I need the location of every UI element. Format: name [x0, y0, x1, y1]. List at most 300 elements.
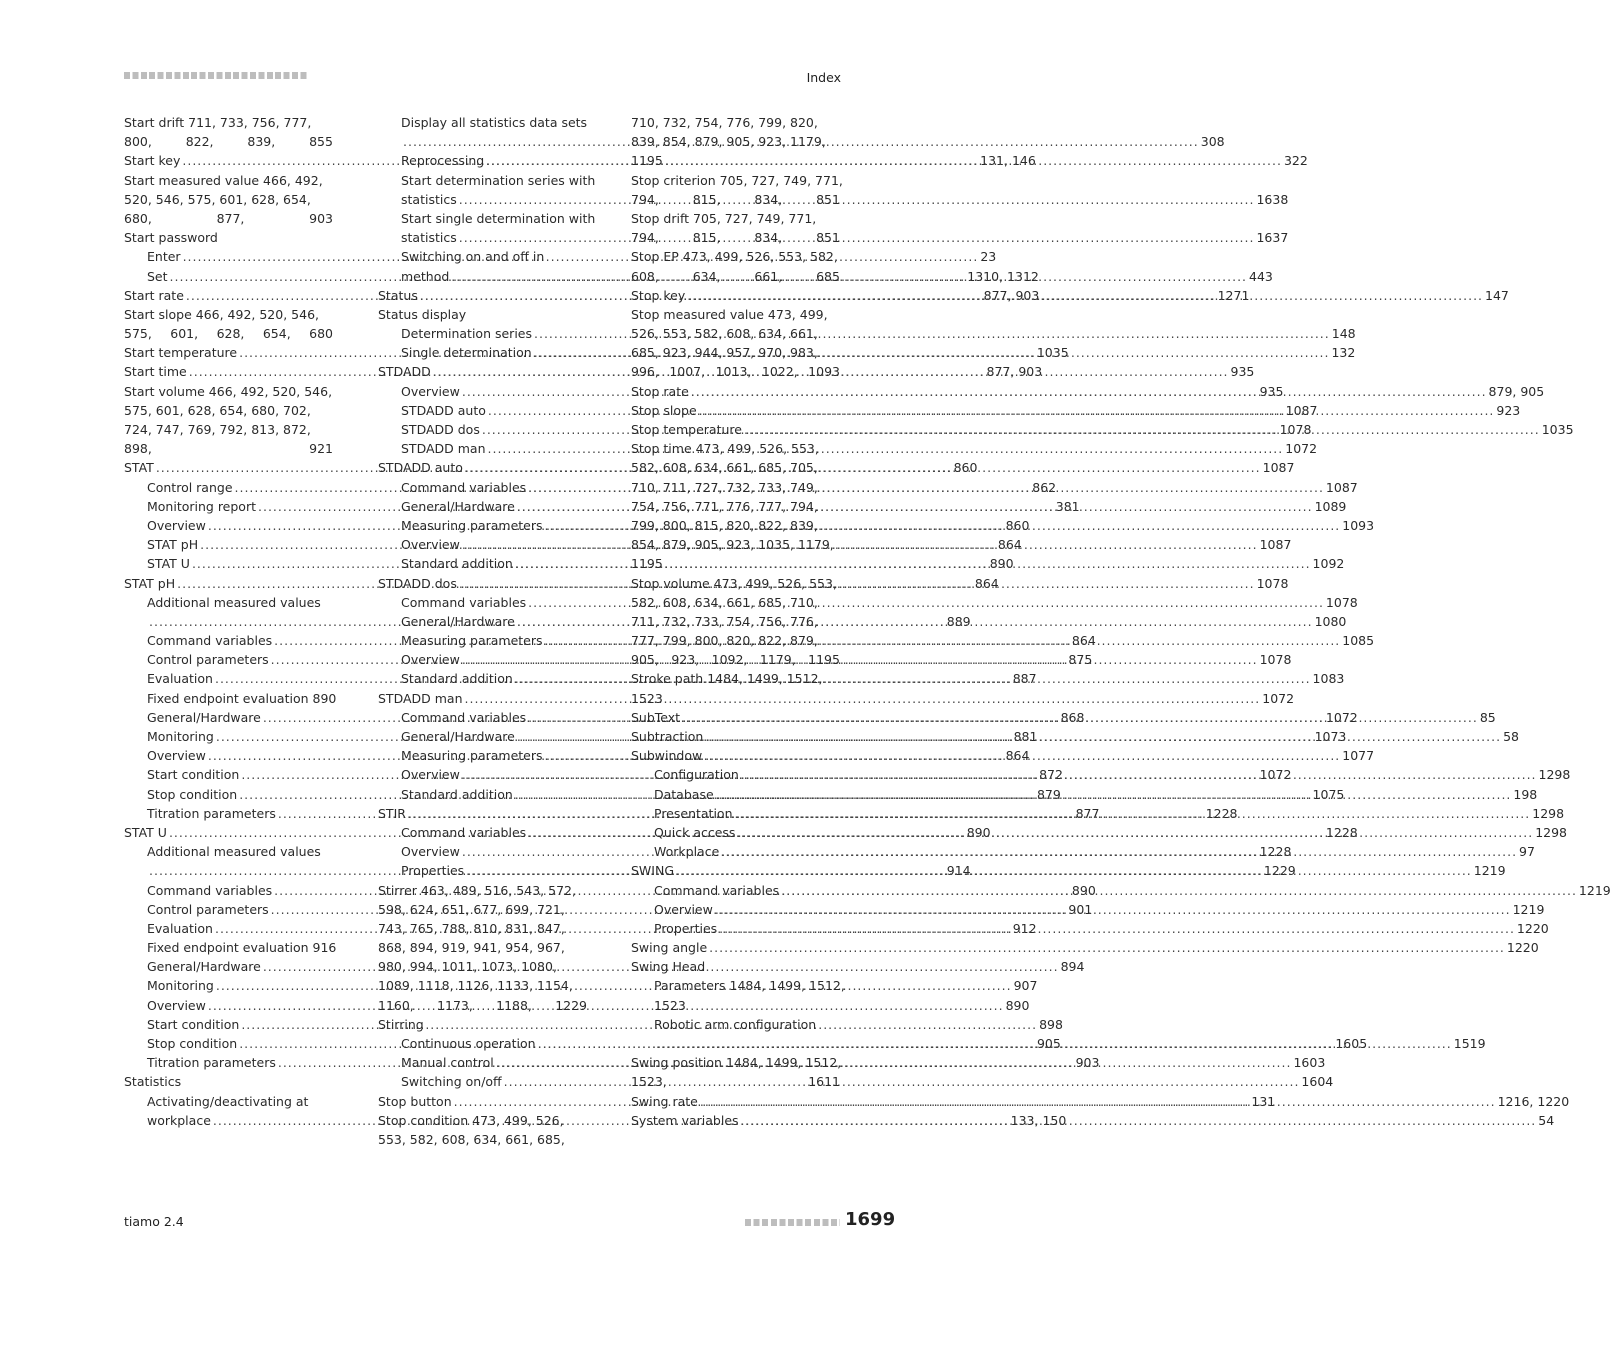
index-entry: Stop volume 473, 499, 526, 553,: [631, 575, 837, 591]
dot-leader: [459, 228, 1255, 247]
index-term: Command variables: [401, 824, 527, 840]
index-term: Command variables: [401, 594, 527, 610]
index-page-ref: 890: [1005, 997, 1030, 1013]
dot-leader: [486, 151, 1282, 170]
index-page-ref: 894: [1060, 959, 1085, 975]
index-term: Properties: [401, 863, 465, 879]
index-term: Configuration: [654, 767, 739, 783]
dot-leader: [691, 382, 1487, 401]
index-entry: Additional measured values: [147, 844, 321, 860]
index-entry: Stop criterion 705, 727, 749, 771,: [631, 172, 843, 188]
index-page-ref: 794,: [631, 230, 659, 246]
index-term: Overview: [401, 652, 460, 668]
index-page-ref: 1087: [1325, 479, 1358, 495]
index-term: Command variables: [147, 882, 273, 898]
index-term: Stop temperature: [631, 422, 742, 437]
index-term: Overview: [401, 537, 460, 553]
index-term: Reprocessing: [401, 153, 485, 169]
index-page-ref: 877, 903: [986, 364, 1043, 380]
index-page-ref: 133, 150: [1010, 1112, 1067, 1128]
index-entry: 743, 765, 788, 810, 831, 847,: [378, 920, 565, 936]
index-page-ref: 914: [946, 863, 971, 879]
index-term: Stop key: [631, 287, 686, 303]
index-term: Overview: [147, 748, 206, 764]
index-page-ref: 890: [966, 824, 991, 840]
dot-leader: [699, 401, 1495, 420]
index-page-ref: 887: [1012, 671, 1037, 687]
index-term: Measuring parameters: [401, 748, 543, 764]
index-term: Evaluation: [147, 671, 213, 687]
index-term: STAT U: [147, 556, 190, 572]
index-page-ref: 1089: [1314, 498, 1347, 514]
index-page-ref: 1092: [1312, 556, 1345, 572]
index-page-ref: 654,: [262, 326, 291, 342]
index-term: Monitoring: [147, 729, 214, 744]
index-term: statistics: [401, 230, 457, 246]
index-term: Stop rate: [631, 383, 689, 399]
index-page-ref: 1219: [1578, 882, 1611, 898]
index-term: STDADD dos: [378, 575, 457, 591]
index-page-ref: 898,: [124, 441, 152, 457]
index-page-ref: 132: [1331, 345, 1356, 361]
index-page-ref: 1195: [808, 652, 840, 668]
index-page-ref: 1298: [1538, 767, 1571, 783]
index-term: Titration parameters: [147, 805, 276, 821]
index-page-ref: 1604: [1301, 1074, 1334, 1090]
dot-leader: [496, 1053, 1292, 1072]
index-page-ref: 1220: [1506, 940, 1539, 956]
index-term: Subtraction: [631, 729, 704, 744]
index-term: Start temperature: [124, 345, 238, 361]
index-term: Standard addition: [401, 786, 513, 802]
index-term: Stop button: [378, 1093, 452, 1109]
index-entry: 1089, 1118, 1126, 1133, 1154,: [378, 978, 573, 994]
index-entry: Switching on and off in: [401, 249, 545, 265]
index-entry: 526, 553, 582, 608, 634, 661,: [631, 326, 818, 342]
index-page-ref: 628,: [216, 326, 245, 342]
index-page-ref: 1179,: [759, 652, 796, 668]
index-term: Command variables: [654, 882, 780, 898]
index-page-ref: 148: [1331, 326, 1356, 342]
index-entry: 868, 894, 919, 941, 954, 967,: [378, 940, 565, 956]
dot-leader: [462, 535, 1258, 554]
index-page-ref: 1092,: [711, 652, 748, 668]
index-entry: 839, 854, 879, 905, 923, 1179,: [631, 134, 826, 150]
index-term: STDADD man: [378, 690, 463, 706]
index-page-ref: 1523,: [631, 1074, 667, 1090]
index-entry: Status display: [378, 306, 467, 322]
index-term: General/Hardware: [147, 959, 261, 975]
index-term: Measuring parameters: [401, 517, 543, 533]
index-term: Start condition: [147, 767, 240, 783]
index-entry: Start volume 466, 492, 520, 546,: [124, 383, 333, 399]
index-page-ref: 1087: [1285, 402, 1318, 418]
index-page-ref: 685: [816, 268, 840, 284]
index-term: Swing rate: [631, 1093, 698, 1109]
index-term: Determination series: [401, 326, 532, 342]
index-term: General/Hardware: [401, 498, 515, 514]
index-page-ref: 601,: [170, 326, 199, 342]
index-entry: Stop EP 473, 499, 526, 553, 582,: [631, 249, 838, 265]
index-page-ref: 881: [1013, 729, 1038, 744]
index-term: Overview: [147, 517, 206, 533]
index-term: Measuring parameters: [401, 633, 543, 649]
index-page-ref: 851: [816, 230, 840, 246]
index-page-ref: 308: [1200, 134, 1225, 150]
index-page-ref: 864: [1005, 748, 1030, 764]
index-term: Start time: [124, 364, 187, 380]
index-term: STDADD auto: [378, 460, 463, 476]
index-entry: [124, 689, 337, 708]
index-page-ref: 1228: [1259, 844, 1292, 860]
index-entry: [631, 650, 840, 669]
index-page-ref: 1080: [1314, 613, 1347, 629]
index-page-ref: 1007,: [669, 364, 706, 380]
dot-leader: [744, 420, 1540, 439]
index-term: Stop slope: [631, 402, 697, 418]
index-term: Overview: [401, 767, 460, 783]
index-entry: 520, 546, 575, 601, 628, 654,: [124, 191, 311, 207]
index-term: General/Hardware: [147, 709, 261, 725]
index-entry: Swing Head: [631, 959, 706, 975]
index-page-ref: 1310, 1312: [967, 268, 1039, 284]
index-entry: 1523: [631, 690, 663, 706]
index-entry: Activating/deactivating at: [147, 1093, 309, 1109]
index-page-ref: 890: [1071, 882, 1096, 898]
index-page-ref: 890: [312, 690, 337, 706]
index-entry: 710, 732, 754, 776, 799, 820,: [631, 115, 818, 130]
index-entry: Stop drift 705, 727, 749, 771,: [631, 210, 817, 226]
index-entry: [631, 938, 1539, 957]
index-term: General/Hardware: [401, 729, 515, 744]
index-term: STAT pH: [147, 537, 199, 553]
index-page-ref: 923: [1496, 402, 1521, 418]
index-page-ref: 1228: [1325, 824, 1358, 840]
index-page-ref: 875: [1068, 652, 1093, 668]
index-entry: [631, 190, 840, 209]
index-entry: [124, 938, 337, 957]
index-term: Monitoring: [147, 978, 214, 994]
index-entry: [631, 228, 840, 247]
index-page-ref: 1160,: [378, 997, 414, 1013]
index-entry: Stop time 473, 499, 526, 553,: [631, 441, 819, 457]
index-page-ref: 862: [1032, 479, 1057, 495]
index-page-ref: 916: [312, 940, 337, 956]
index-page-ref: 815,: [692, 191, 721, 207]
index-term: SubText: [631, 709, 681, 725]
dot-leader: [462, 650, 1258, 669]
index-entry: 854, 879, 905, 923, 1035, 1179,: [631, 537, 834, 553]
index-page-ref: 1087: [1259, 537, 1292, 553]
index-page-ref: 1271: [1217, 287, 1250, 303]
index-term: STDADD auto: [401, 402, 486, 418]
index-term: Command variables: [147, 633, 273, 649]
index-term: Overview: [147, 997, 206, 1013]
index-page-ref: 1072: [1259, 767, 1292, 783]
index-page-ref: 851: [816, 191, 840, 207]
dot-leader: [682, 708, 1478, 727]
index-page-ref: 1229: [555, 997, 587, 1013]
index-entry: Stirring: [378, 1016, 424, 1032]
index-term: Control parameters: [147, 901, 269, 917]
index-page-ref: 864: [974, 575, 999, 591]
index-page-ref: 1637: [1256, 230, 1289, 246]
footer-product-name: tiamo 2.4: [124, 1214, 184, 1229]
dot-leader: [781, 881, 1577, 900]
index-page-ref: 634,: [692, 268, 721, 284]
index-page-ref: 1603: [1293, 1055, 1326, 1071]
index-term: Database: [654, 786, 714, 802]
index-page-ref: 1605: [1335, 1036, 1368, 1051]
index-page-ref: 23: [980, 249, 997, 265]
index-term: Monitoring report: [147, 498, 256, 514]
index-term: STIR: [378, 805, 406, 821]
index-term: Switching on/off: [401, 1074, 502, 1090]
index-page-ref: 815,: [692, 230, 721, 246]
index-page-ref: 860: [1005, 517, 1030, 533]
index-page-ref: 800,: [124, 134, 152, 150]
index-page-ref: 1220: [1516, 920, 1549, 936]
index-term: STDADD man: [401, 441, 486, 457]
dot-leader: [459, 190, 1255, 209]
index-page-ref: 1078: [1256, 575, 1289, 591]
dot-leader: [208, 996, 1004, 1015]
index-term: Stop condition: [147, 786, 238, 802]
index-entry: Stop measured value 473, 499,: [631, 306, 828, 322]
index-page-ref: 381: [1055, 498, 1080, 514]
index-page-ref: 443: [1249, 268, 1273, 284]
index-page-ref: 889: [946, 613, 971, 629]
index-term: System variables: [631, 1112, 739, 1128]
index-entry: Stop condition 473, 499, 526,: [378, 1112, 564, 1128]
index-page-ref: 890: [989, 556, 1014, 572]
index-page-ref: 1072: [1262, 690, 1295, 706]
index-term: method: [401, 268, 450, 284]
index-page-ref: 1519: [1453, 1036, 1486, 1051]
index-term: General/Hardware: [401, 613, 515, 629]
dot-leader: [709, 938, 1505, 957]
index-page-ref: 608,: [631, 268, 659, 284]
index-term: Quick access: [654, 824, 736, 840]
dot-leader: [735, 804, 1531, 823]
index-page-ref: 58: [1503, 729, 1519, 744]
index-term: Standard addition: [401, 556, 513, 572]
dot-leader: [715, 900, 1511, 919]
dot-leader: [719, 919, 1515, 938]
index-term: Start rate: [124, 287, 184, 303]
index-page-ref: 898: [1039, 1016, 1063, 1032]
running-header-title: Index: [806, 70, 841, 85]
index-term: Presentation: [654, 805, 733, 821]
index-entry: [378, 996, 587, 1015]
index-entry: Start single determination with: [401, 210, 596, 226]
index-term: STAT: [124, 460, 154, 476]
index-page-ref: 864: [997, 537, 1022, 553]
index-page-ref: 1072: [1325, 709, 1358, 725]
index-page-ref: 1298: [1535, 824, 1568, 840]
index-page-ref: 1298: [1532, 805, 1565, 821]
index-page-ref: 864: [1071, 633, 1096, 649]
index-entry: Start password: [124, 230, 218, 246]
index-term: SWING: [631, 863, 675, 879]
index-page-ref: 996,: [631, 364, 659, 380]
index-term: Evaluation: [147, 920, 213, 936]
index-page-ref: 834,: [754, 191, 783, 207]
index-page-ref: 131: [1251, 1093, 1276, 1109]
dot-leader: [459, 574, 1255, 593]
index-entry: [124, 439, 333, 458]
index-term: Stop condition: [147, 1036, 238, 1051]
index-term: Start condition: [147, 1016, 240, 1032]
index-entry: Stirrer 463, 489, 516, 543, 572,: [378, 882, 576, 898]
dot-leader: [504, 1072, 1300, 1091]
index-entry: [124, 132, 333, 151]
index-term: Start key: [124, 153, 181, 169]
index-entry: Start measured value 466, 492,: [124, 172, 323, 188]
index-entry: [631, 1072, 840, 1091]
index-page-ref: 1013,: [715, 364, 752, 380]
footer-decoration-bar: [745, 1219, 840, 1226]
index-page-ref: 903: [1075, 1055, 1100, 1071]
index-term: Control parameters: [147, 652, 269, 668]
index-term: Overview: [654, 901, 713, 917]
index-page-ref: 131, 146: [980, 153, 1036, 169]
dot-leader: [465, 458, 1261, 477]
index-term: Continuous operation: [401, 1036, 536, 1051]
index-page-ref: 1083: [1312, 671, 1345, 687]
index-page-ref: 1229: [1263, 863, 1296, 879]
index-entry: Swing position 1484, 1499, 1512,: [631, 1055, 842, 1071]
index-term: Command variables: [401, 709, 527, 725]
index-page-ref: 879: [1036, 786, 1061, 802]
dot-leader: [687, 286, 1483, 305]
index-page-ref: 877, 903: [983, 287, 1040, 303]
index-term: STDADD: [378, 364, 431, 380]
index-page-ref: 97: [1519, 844, 1535, 860]
index-page-ref: 935: [1230, 364, 1255, 380]
dot-leader: [216, 976, 1012, 995]
index-entry: 685, 923, 944, 957, 970, 983,: [631, 345, 818, 361]
index-entry: Subwindow: [631, 748, 703, 764]
index-page-ref: 661,: [754, 268, 783, 284]
index-entry: [631, 362, 840, 381]
index-page-ref: 1093: [808, 364, 840, 380]
index-page-ref: 872: [1039, 767, 1063, 783]
index-page-ref: 1078: [1259, 652, 1292, 668]
index-page-ref: 680,: [124, 210, 152, 226]
index-term: Standard addition: [401, 671, 513, 687]
index-term: Fixed endpoint evaluation: [147, 690, 309, 706]
index-term: Manual control: [401, 1055, 494, 1071]
dot-leader: [716, 785, 1512, 804]
page-number: 1699: [845, 1209, 896, 1230]
index-term: Titration parameters: [147, 1055, 276, 1071]
index-page-ref: 54: [1538, 1112, 1555, 1128]
index-page-ref: 1173,: [437, 997, 473, 1013]
index-term: Properties: [654, 920, 718, 936]
index-term: Workplace: [654, 844, 720, 860]
index-entry: 980, 994, 1011, 1073, 1080,: [378, 959, 557, 975]
index-page-ref: 322: [1283, 153, 1308, 169]
index-page-ref: 935: [1259, 383, 1284, 399]
index-page-ref: 1085: [1342, 633, 1375, 649]
index-page-ref: 868: [1060, 709, 1085, 725]
index-term: Fixed endpoint evaluation: [147, 940, 309, 956]
index-entry: 724, 747, 769, 792, 813, 872,: [124, 422, 311, 437]
index-entry: 582, 608, 634, 661, 685, 710,: [631, 594, 818, 610]
index-page-ref: 877: [1075, 805, 1100, 821]
index-entry: [631, 267, 840, 286]
index-page-ref: 860: [953, 460, 978, 476]
index-term: Set: [147, 268, 168, 284]
dot-leader: [676, 861, 1472, 880]
index-entry: 582, 608, 634, 661, 685, 705,: [631, 460, 818, 476]
index-entry: 754, 756, 771, 776, 777, 794,: [631, 498, 818, 514]
header-decoration-bar: [124, 72, 308, 79]
index-page-ref: 907: [1013, 978, 1038, 994]
index-entry: 777, 799, 800, 820, 822, 879,: [631, 633, 818, 649]
index-term: Single determination: [401, 345, 532, 361]
index-page-ref: 680: [309, 326, 333, 342]
index-entry: 598, 624, 651, 677, 699, 721,: [378, 901, 565, 917]
index-page-ref: 1022,: [761, 364, 798, 380]
index-entry: 710, 711, 727, 732, 733, 749,: [631, 479, 818, 495]
index-page-ref: 923,: [671, 652, 700, 668]
index-term: workplace: [147, 1112, 211, 1128]
index-page-ref: 1087: [1262, 460, 1295, 476]
dot-leader: [656, 1034, 1452, 1053]
index-page-ref: 855: [309, 134, 333, 150]
index-page-ref: 877,: [216, 210, 245, 226]
index-term: Swing angle: [631, 940, 708, 956]
dot-leader: [700, 1092, 1496, 1111]
index-entry: 799, 800, 815, 820, 822, 839,: [631, 517, 818, 533]
index-entry: Parameters 1484, 1499, 1512,: [654, 978, 845, 994]
index-page-ref: 912: [1012, 920, 1037, 936]
index-page-ref: 147: [1485, 287, 1509, 303]
index-page-ref: 822,: [185, 134, 214, 150]
index-term: Overview: [401, 383, 460, 399]
index-page-ref: 1035: [1036, 345, 1069, 361]
index-term: STAT pH: [124, 575, 176, 591]
index-term: Enter: [147, 249, 181, 265]
index-entry: Statistics: [124, 1074, 182, 1090]
index-page-ref: 1219: [1512, 901, 1545, 917]
dot-leader: [721, 842, 1517, 861]
index-page-ref: 903: [309, 210, 333, 226]
index-entry: Start slope 466, 492, 520, 546,: [124, 306, 319, 322]
index-entry: Stroke path 1484, 1499, 1512,: [631, 671, 823, 687]
index-term: STDADD dos: [401, 422, 480, 437]
index-entry: 553, 582, 608, 634, 661, 685,: [378, 1131, 565, 1147]
index-page-ref: 1035: [1541, 422, 1574, 437]
index-page-ref: 1228: [1205, 805, 1238, 821]
index-page-ref: 879, 905: [1488, 383, 1545, 399]
index-term: Overview: [401, 844, 460, 860]
dot-leader: [465, 689, 1261, 708]
dot-leader: [488, 439, 1284, 458]
index-entry: Start drift 711, 733, 756, 777,: [124, 115, 312, 130]
index-entry: 575, 601, 628, 654, 680, 702,: [124, 402, 311, 418]
dot-leader: [741, 765, 1537, 784]
index-page-ref: 1219: [1473, 863, 1506, 879]
index-entry: 711, 732, 733, 754, 756, 776,: [631, 613, 818, 629]
index-page-ref: 921: [309, 441, 333, 457]
index-term: STAT U: [124, 824, 167, 840]
index-page-ref: 1638: [1256, 191, 1289, 207]
index-page-ref: 839,: [247, 134, 276, 150]
dot-leader: [705, 727, 1501, 746]
